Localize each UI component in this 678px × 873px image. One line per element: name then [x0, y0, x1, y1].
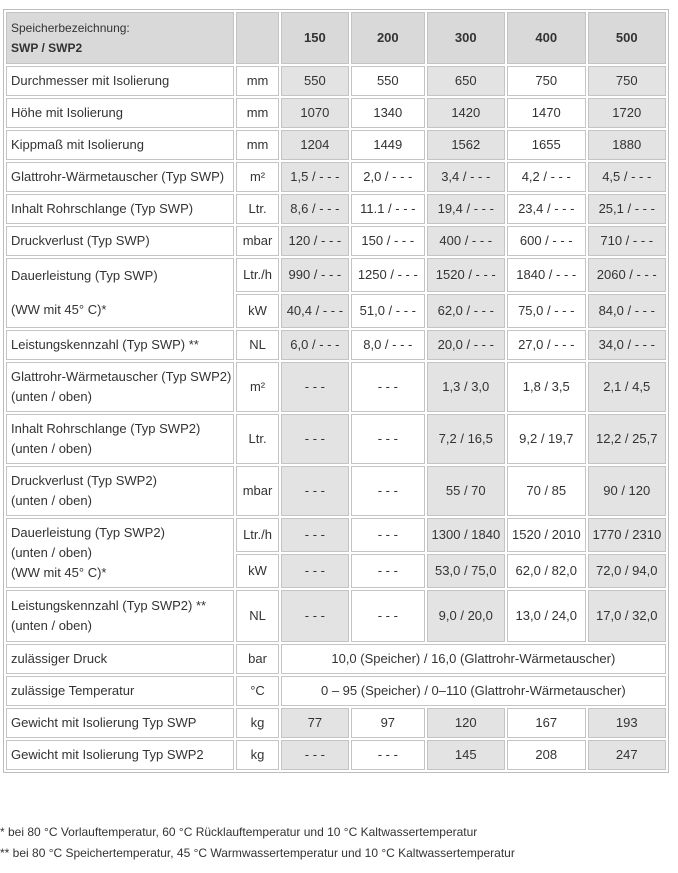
row-unit: kW	[236, 294, 278, 328]
value-cell: 62,0 / - - -	[427, 294, 505, 328]
row-label: Glattrohr-Wärmetauscher (Typ SWP2)	[11, 369, 232, 384]
value-cell: 1204	[281, 130, 349, 160]
value-cell: - - -	[281, 466, 349, 516]
value-cell: - - -	[281, 590, 349, 642]
value-cell: 62,0 / 82,0	[507, 554, 585, 588]
row-unit: °C	[236, 676, 278, 706]
spec-table-container	[3, 9, 669, 773]
value-cell: 9,2 / 19,7	[507, 414, 585, 464]
header-size: 150	[281, 12, 349, 64]
row-label: Dauerleistung (Typ SWP)	[11, 268, 158, 283]
value-cell: 1,5 / - - -	[281, 162, 349, 192]
value-cell: 20,0 / - - -	[427, 330, 505, 360]
value-cell: 8,6 / - - -	[281, 194, 349, 224]
value-cell: 53,0 / 75,0	[427, 554, 505, 588]
value-cell: 1880	[588, 130, 667, 160]
row-label: Druckverlust (Typ SWP2)	[11, 473, 157, 488]
value-cell: 990 / - - -	[281, 258, 349, 292]
value-cell: 51,0 / - - -	[351, 294, 424, 328]
value-cell: 400 / - - -	[427, 226, 505, 256]
table-row	[6, 676, 666, 706]
row-label-multiline	[6, 518, 234, 588]
header-row	[6, 12, 666, 64]
value-cell: 120 / - - -	[281, 226, 349, 256]
table-row	[6, 518, 666, 552]
row-label-multiline	[6, 414, 234, 464]
value-cell: 1070	[281, 98, 349, 128]
footnote: ** bei 80 °C Speichertemperatur, 45 °C Warmwassertemperatur und 10 °C Kaltwassertemperatur	[0, 846, 515, 860]
value-cell: 1340	[351, 98, 424, 128]
header-size: 500	[588, 12, 667, 64]
footnotes	[0, 822, 678, 864]
value-cell: 72,0 / 94,0	[588, 554, 667, 588]
value-cell: 145	[427, 740, 505, 770]
header-unit-cell	[236, 12, 278, 64]
value-cell: 23,4 / - - -	[507, 194, 585, 224]
row-label-note: (unten / oben)	[11, 545, 92, 560]
value-cell: 1720	[588, 98, 667, 128]
value-cell: 90 / 120	[588, 466, 667, 516]
row-label: Inhalt Rohrschlange (Typ SWP2)	[11, 421, 201, 436]
table-row	[6, 66, 666, 96]
value-cell: - - -	[351, 362, 424, 412]
value-cell: 4,5 / - - -	[588, 162, 667, 192]
table-row	[6, 466, 666, 516]
table-row	[6, 194, 666, 224]
value-cell: - - -	[281, 740, 349, 770]
value-cell: 167	[507, 708, 585, 738]
row-unit: mbar	[236, 466, 278, 516]
value-cell: 7,2 / 16,5	[427, 414, 505, 464]
table-row	[6, 362, 666, 412]
value-cell: 34,0 / - - -	[588, 330, 667, 360]
value-cell: 17,0 / 32,0	[588, 590, 667, 642]
row-label: Durchmesser mit Isolierung	[6, 66, 234, 96]
row-unit: bar	[236, 644, 278, 674]
table-row	[6, 708, 666, 738]
header-size: 300	[427, 12, 505, 64]
table-row	[6, 130, 666, 160]
spanned-value-cell: 10,0 (Speicher) / 16,0 (Glattrohr-Wärmetauscher)	[281, 644, 666, 674]
value-cell: 750	[507, 66, 585, 96]
value-cell: 13,0 / 24,0	[507, 590, 585, 642]
row-unit: Ltr.	[236, 414, 278, 464]
row-label-multiline	[6, 258, 234, 328]
row-label: Kippmaß mit Isolierung	[6, 130, 234, 160]
value-cell: 1449	[351, 130, 424, 160]
value-cell: - - -	[351, 518, 424, 552]
row-label: Dauerleistung (Typ SWP2)	[11, 525, 165, 540]
value-cell: 6,0 / - - -	[281, 330, 349, 360]
row-label-note: (unten / oben)	[11, 389, 92, 404]
row-unit: Ltr./h	[236, 258, 278, 292]
row-unit: NL	[236, 590, 278, 642]
value-cell: 193	[588, 708, 667, 738]
table-row	[6, 644, 666, 674]
spanned-value-cell: 0 – 95 (Speicher) / 0–110 (Glattrohr-Wärmetauscher)	[281, 676, 666, 706]
table-row	[6, 330, 666, 360]
header-size: 200	[351, 12, 424, 64]
value-cell: - - -	[351, 590, 424, 642]
value-cell: 25,1 / - - -	[588, 194, 667, 224]
row-unit: mm	[236, 98, 278, 128]
value-cell: 97	[351, 708, 424, 738]
value-cell: 1,8 / 3,5	[507, 362, 585, 412]
value-cell: 2,0 / - - -	[351, 162, 424, 192]
row-label: zulässige Temperatur	[6, 676, 234, 706]
row-label: Leistungskennzahl (Typ SWP) **	[6, 330, 234, 360]
row-unit: Ltr./h	[236, 518, 278, 552]
value-cell: 650	[427, 66, 505, 96]
value-cell: 9,0 / 20,0	[427, 590, 505, 642]
table-row	[6, 258, 666, 292]
row-label-multiline	[6, 590, 234, 642]
value-cell: 1,3 / 3,0	[427, 362, 505, 412]
value-cell: 2,1 / 4,5	[588, 362, 667, 412]
row-label-multiline	[6, 362, 234, 412]
value-cell: 1520 / - - -	[427, 258, 505, 292]
row-label-note: (unten / oben)	[11, 618, 92, 633]
row-label-note: (WW mit 45° C)*	[11, 302, 107, 317]
table-row	[6, 590, 666, 642]
value-cell: 150 / - - -	[351, 226, 424, 256]
value-cell: 40,4 / - - -	[281, 294, 349, 328]
row-unit: mbar	[236, 226, 278, 256]
value-cell: 3,4 / - - -	[427, 162, 505, 192]
row-unit: mm	[236, 66, 278, 96]
value-cell: - - -	[281, 518, 349, 552]
value-cell: 1562	[427, 130, 505, 160]
value-cell: 55 / 70	[427, 466, 505, 516]
header-label-cell	[6, 12, 234, 64]
value-cell: 70 / 85	[507, 466, 585, 516]
header-label: Speicherbezeichnung:	[11, 21, 130, 35]
table-row	[6, 414, 666, 464]
row-label: Gewicht mit Isolierung Typ SWP2	[6, 740, 234, 770]
row-label: Leistungskennzahl (Typ SWP2) **	[11, 598, 207, 613]
value-cell: 1770 / 2310	[588, 518, 667, 552]
value-cell: 1420	[427, 98, 505, 128]
spec-table	[3, 9, 669, 773]
row-label-note: (unten / oben)	[11, 493, 92, 508]
row-label-note: (WW mit 45° C)*	[11, 565, 107, 580]
row-label-multiline	[6, 466, 234, 516]
value-cell: 27,0 / - - -	[507, 330, 585, 360]
row-label: Druckverlust (Typ SWP)	[6, 226, 234, 256]
value-cell: 247	[588, 740, 667, 770]
row-unit: mm	[236, 130, 278, 160]
value-cell: 1520 / 2010	[507, 518, 585, 552]
table-row	[6, 740, 666, 770]
row-unit: m²	[236, 362, 278, 412]
value-cell: 2060 / - - -	[588, 258, 667, 292]
value-cell: 750	[588, 66, 667, 96]
value-cell: 208	[507, 740, 585, 770]
value-cell: - - -	[281, 414, 349, 464]
row-label: Höhe mit Isolierung	[6, 98, 234, 128]
value-cell: - - -	[351, 740, 424, 770]
value-cell: 710 / - - -	[588, 226, 667, 256]
row-label-note: (unten / oben)	[11, 441, 92, 456]
value-cell: 1300 / 1840	[427, 518, 505, 552]
value-cell: 19,4 / - - -	[427, 194, 505, 224]
value-cell: 600 / - - -	[507, 226, 585, 256]
value-cell: 77	[281, 708, 349, 738]
value-cell: 75,0 / - - -	[507, 294, 585, 328]
row-unit: NL	[236, 330, 278, 360]
value-cell: 1655	[507, 130, 585, 160]
row-unit: kW	[236, 554, 278, 588]
header-series: SWP / SWP2	[11, 41, 83, 55]
value-cell: 550	[281, 66, 349, 96]
row-label: Gewicht mit Isolierung Typ SWP	[6, 708, 234, 738]
value-cell: 120	[427, 708, 505, 738]
table-row	[6, 98, 666, 128]
row-unit: kg	[236, 708, 278, 738]
value-cell: - - -	[281, 554, 349, 588]
value-cell: - - -	[351, 466, 424, 516]
value-cell: 1250 / - - -	[351, 258, 424, 292]
table-row	[6, 162, 666, 192]
value-cell: - - -	[281, 362, 349, 412]
row-label: Inhalt Rohrschlange (Typ SWP)	[6, 194, 234, 224]
row-unit: Ltr.	[236, 194, 278, 224]
row-label: Glattrohr-Wärmetauscher (Typ SWP)	[6, 162, 234, 192]
value-cell: 550	[351, 66, 424, 96]
value-cell: 8,0 / - - -	[351, 330, 424, 360]
value-cell: - - -	[351, 414, 424, 464]
row-label: zulässiger Druck	[6, 644, 234, 674]
table-row	[6, 226, 666, 256]
row-unit: m²	[236, 162, 278, 192]
value-cell: 84,0 / - - -	[588, 294, 667, 328]
value-cell: 1840 / - - -	[507, 258, 585, 292]
value-cell: 12,2 / 25,7	[588, 414, 667, 464]
row-unit: kg	[236, 740, 278, 770]
value-cell: 4,2 / - - -	[507, 162, 585, 192]
footnote: * bei 80 °C Vorlauftemperatur, 60 °C Rücklauftemperatur und 10 °C Kaltwassertemperatur	[0, 825, 478, 839]
value-cell: 1470	[507, 98, 585, 128]
value-cell: 11.1 / - - -	[351, 194, 424, 224]
value-cell: - - -	[351, 554, 424, 588]
header-size: 400	[507, 12, 585, 64]
